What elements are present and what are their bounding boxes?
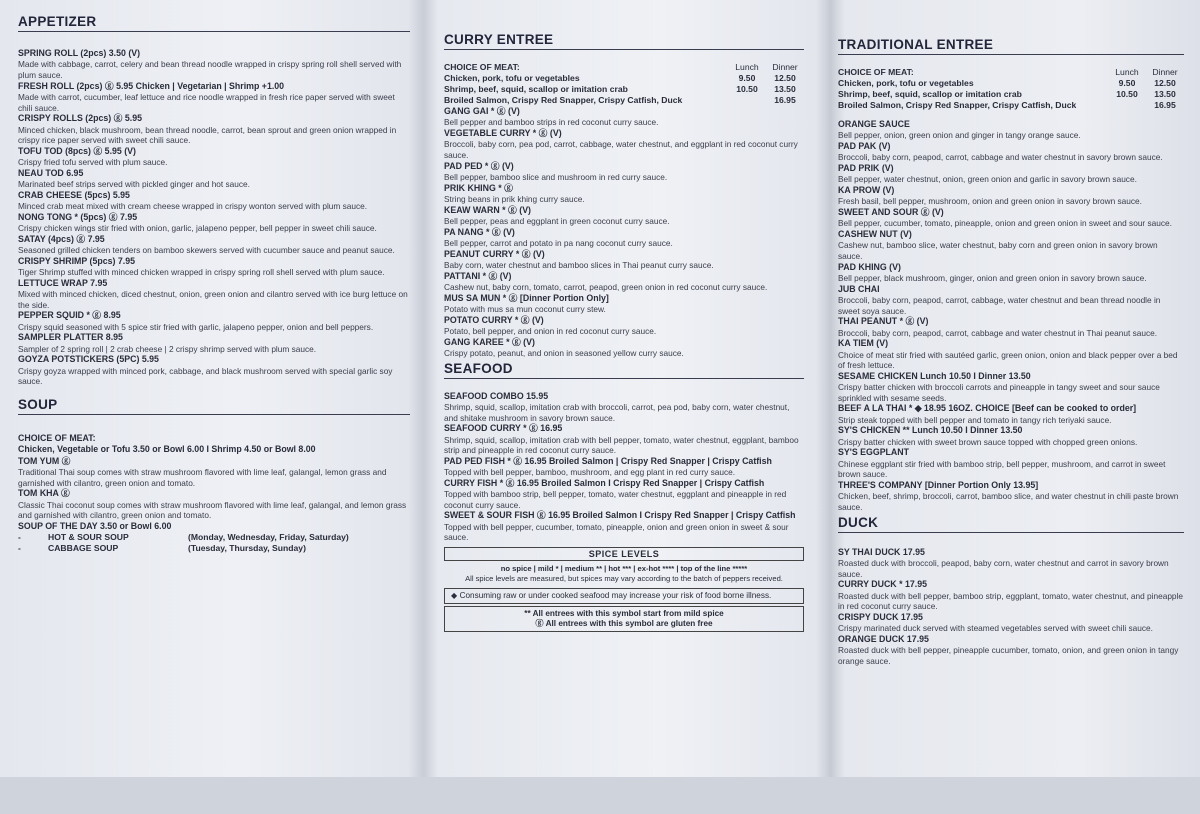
seafood-warning: Consuming raw or under cooked seafood may increase your risk of food borne illness. bbox=[459, 590, 772, 600]
dinner-price: 12.50 bbox=[1154, 78, 1176, 88]
menu-item-name: PAD PED FISH * ⓖ 16.95 Broiled Salmon | Crispy Red Snapper | Crispy Catfish bbox=[444, 455, 772, 466]
menu-item-description: Cashew nut, baby corn, tomato, carrot, peapod, green onion in red coconut curry sauce. bbox=[444, 282, 768, 292]
menu-item-name: BEEF A LA THAI * ◆ 18.95 16OZ. CHOICE [Beef can be cooked to order] bbox=[838, 403, 1137, 414]
menu-item-name: PATTANI * ⓖ (V) bbox=[444, 270, 512, 281]
menu-item-description: Broccoli, baby corn, peapod, carrot, cabbage, water chestnut and bean thread noodle in sweet soya sauce. bbox=[838, 295, 1161, 316]
curry-meat-table bbox=[444, 73, 804, 106]
menu-item-name: VEGETABLE CURRY * ⓖ (V) bbox=[444, 128, 562, 138]
menu-item-description: Crispy squid seasoned with 5 spice stir fried with garlic, jalapeno pepper, onion and bell peppers. bbox=[18, 321, 374, 332]
menu-item-name: GANG KAREE * ⓖ (V) bbox=[444, 336, 535, 347]
meat-price-row bbox=[444, 84, 804, 95]
menu-item-description: Tiger Shrimp stuffed with minced chicken wrapped in crispy spring roll shell served with plum sauce. bbox=[18, 267, 385, 278]
meat-option: Broiled Salmon, Crispy Red Snapper, Crispy Catfish, Duck bbox=[444, 95, 683, 105]
menu-item-description: Broccoli, baby corn, peapod, carrot, cabbage and water chestnut in savory brown sauce. bbox=[838, 152, 1163, 163]
menu-item-name: SAMPLER PLATTER 8.95 bbox=[18, 332, 123, 343]
lunch-price: 10.50 bbox=[736, 84, 758, 94]
menu-item-name: NONG TONG * (5pcs) ⓖ 7.95 bbox=[18, 211, 138, 222]
traditional-meat-header bbox=[838, 67, 1184, 78]
menu-item-name: CRAB CHEESE (5pcs) 5.95 bbox=[18, 189, 130, 200]
menu-item-name: GANG GAI * ⓖ (V) bbox=[444, 106, 520, 116]
curry-meat-header bbox=[444, 62, 804, 73]
menu-item-description: Mixed with minced chicken, diced chestnut, onion, green onion and cilantro served with ice burg lettuce on the side. bbox=[18, 289, 408, 310]
menu-item-description: Bell pepper, bamboo slice and mushroom in red curry sauce. bbox=[444, 172, 668, 182]
curry-list bbox=[444, 106, 804, 359]
dinner-price: 16.95 bbox=[774, 95, 796, 105]
menu-item-name: PEPPER SQUID * ⓖ 8.95 bbox=[18, 310, 121, 321]
menu-item-description: Shrimp, squid, scallop, imitation crab with bell pepper, tomato, water chestnut, eggplant, bamboo strip and pineapple in red coconut curry sauce. bbox=[444, 434, 799, 456]
soup-day-name: HOT & SOUR SOUP bbox=[48, 532, 129, 543]
menu-item-name: LETTUCE WRAP 7.95 bbox=[18, 277, 108, 288]
menu-item-description: Broccoli, baby corn, peapod, carrot, cabbage and water chestnut in Thai peanut sauce. bbox=[838, 327, 1158, 338]
menu-item-name: CASHEW NUT (V) bbox=[838, 229, 912, 239]
menu-item-description: Potato with mus sa mun coconut curry stew. bbox=[444, 304, 606, 314]
symbol-notes-box bbox=[444, 606, 804, 632]
lunch-price bbox=[1108, 100, 1146, 111]
meat-option: Chicken, pork, tofu or vegetables bbox=[838, 78, 974, 88]
meat-option: Shrimp, beef, squid, scallop or imitation crab bbox=[444, 84, 628, 94]
menu-item-name: JUB CHAI bbox=[838, 283, 880, 294]
menu-item-description: Cashew nut, bamboo slice, water chestnut, baby corn and green onion in savory brown sauce. bbox=[838, 240, 1158, 261]
menu-item-description: String beans in prik khing curry sauce. bbox=[444, 194, 585, 204]
lunch-price: 10.50 bbox=[1116, 89, 1138, 99]
menu-item-description: Bell pepper, peas and eggplant in green coconut curry sauce. bbox=[444, 216, 670, 226]
menu-item-name: POTATO CURRY * ⓖ (V) bbox=[444, 314, 544, 325]
column-curry-seafood bbox=[444, 32, 804, 809]
menu-item-description: Marinated beef strips served with pickled ginger and hot sauce. bbox=[18, 179, 250, 190]
menu-item-name: SPRING ROLL (2pcs) 3.50 (V) bbox=[18, 48, 141, 58]
mild-spice-note: ** All entrees with this symbol start from mild spice bbox=[524, 608, 724, 618]
menu-item-description: Topped with bamboo strip, bell pepper, tomato, water chestnut, eggplant and pineapple in red coconut curry sauce. bbox=[444, 489, 787, 510]
traditional-meat-table bbox=[838, 78, 1184, 111]
menu-item-description: Seasoned grilled chicken tenders on bamboo skewers served with cucumber sauce and peanut sauce. bbox=[18, 245, 395, 256]
meat-price-row bbox=[444, 73, 804, 84]
menu-item-name: PRIK KHING * ⓖ bbox=[444, 182, 513, 193]
column-appetizer-soup bbox=[18, 14, 410, 791]
menu-item-description: Traditional Thai soup comes with straw mushroom flavored with lime leaf, galangal, lemon grass and garnished with cilantro, green onion and tomato. bbox=[18, 467, 387, 488]
meat-price-row bbox=[838, 100, 1184, 111]
meat-price-row bbox=[838, 78, 1184, 89]
menu-item-description: Bell pepper, onion, green onion and ginger in tangy orange sauce. bbox=[838, 130, 1081, 141]
traditional-lunch-label: Lunch bbox=[1115, 67, 1139, 77]
menu-item-name: KEAW WARN * ⓖ (V) bbox=[444, 204, 531, 215]
menu-item-description: Classic Thai coconut soup comes with straw mushroom flavored with lime leaf, galangal, and lemon grass and garnished with cilantro, green onion and tomato. bbox=[18, 499, 407, 521]
menu-item-name: SESAME CHICKEN Lunch 10.50 I Dinner 13.50 bbox=[838, 370, 1031, 381]
menu-item-description: Minced crab meat mixed with cream cheese wrapped in crispy wonton served with plum sauce. bbox=[18, 201, 368, 212]
menu-item-description: Baby corn, water chestnut and bamboo slices in Thai peanut curry sauce. bbox=[444, 260, 714, 270]
lunch-price: 9.50 bbox=[738, 73, 756, 83]
soup-day-row: - CABBAGE SOUP (Tuesday, Thursday, Sunday) bbox=[18, 543, 306, 554]
duck-list bbox=[838, 547, 1184, 667]
menu-item-description: Bell pepper, water chestnut, onion, green onion and garlic in savory brown sauce. bbox=[838, 174, 1137, 185]
soup-day-when: (Monday, Wednesday, Friday, Saturday) bbox=[188, 532, 349, 543]
menu-item-name: PAD KHING (V) bbox=[838, 261, 901, 272]
soup-list bbox=[18, 456, 410, 521]
menu-item-description: Crispy fried tofu served with plum sauce. bbox=[18, 157, 168, 168]
menu-item-name: CURRY DUCK * 17.95 bbox=[838, 579, 927, 590]
warning-diamond-icon: ◆ bbox=[451, 590, 460, 600]
menu-item-description: Potato, bell pepper, and onion in red coconut curry sauce. bbox=[444, 326, 657, 336]
menu-item-description: Made with carrot, cucumber, leaf lettuce and rice noodle wrapped in fresh rice paper served with sweet chili sauce. bbox=[18, 92, 395, 113]
spice-levels-note: All spice levels are measured, but spices may vary according to the batch of peppers received. bbox=[465, 573, 783, 583]
menu-item-name: PAD PED * ⓖ (V) bbox=[444, 160, 514, 171]
menu-item-description: Sampler of 2 spring roll | 2 crab cheese | 2 crispy shrimp served with plum sauce. bbox=[18, 343, 317, 354]
seafood-heading: SEAFOOD bbox=[444, 360, 513, 376]
menu-item-description: Choice of meat stir fried with sautéed garlic, green onion, onion and black pepper over a bed of fresh lettuce. bbox=[838, 349, 1178, 371]
menu-item-description: Crispy batter chicken with sweet brown sauce topped with chopped green onions. bbox=[838, 436, 1138, 447]
menu-item-description: Bell pepper, black mushroom, ginger, onion and green onion in savory brown sauce. bbox=[838, 273, 1147, 283]
meat-option: Chicken, pork, tofu or vegetables bbox=[444, 73, 580, 83]
menu-item-name: TOFU TOD (8pcs) ⓖ 5.95 (V) bbox=[18, 145, 136, 156]
curry-choice-label: CHOICE OF MEAT: bbox=[444, 62, 520, 72]
menu-item-description: Crispy marinated duck served with steamed vegetables served with sweet chili sauce. bbox=[838, 623, 1153, 634]
menu-item-name: PA NANG * ⓖ (V) bbox=[444, 226, 515, 237]
lunch-price bbox=[728, 95, 766, 106]
menu-item-name: KA TIEM (V) bbox=[838, 338, 889, 349]
soup-day-row: - HOT & SOUR SOUP (Monday, Wednesday, Friday, Saturday) bbox=[18, 532, 349, 543]
menu-item-description: Fresh basil, bell pepper, mushroom, onion and green onion in savory brown sauce. bbox=[838, 196, 1142, 207]
menu-item-name: KA PROW (V) bbox=[838, 185, 895, 195]
menu-item-name: THAI PEANUT * ⓖ (V) bbox=[838, 316, 929, 327]
lunch-price: 9.50 bbox=[1118, 78, 1136, 88]
curry-lunch-label: Lunch bbox=[735, 62, 759, 72]
menu-item-name: MUS SA MUN * ⓖ [Dinner Portion Only] bbox=[444, 292, 609, 303]
menu-item-name: CRISPY SHRIMP (5pcs) 7.95 bbox=[18, 255, 136, 266]
menu-item-description: Topped with bell pepper, cucumber, tomato, pineapple, onion and green onion in sweet & sour sauce. bbox=[444, 521, 789, 543]
menu-item-name: SWEET & SOUR FISH ⓖ 16.95 Broiled Salmon I Crispy Red Snapper | Crispy Catfish bbox=[444, 510, 796, 521]
menu-item-name: ORANGE SAUCE bbox=[838, 119, 910, 129]
menu-item-description: Bell pepper, cucumber, tomato, pineapple, onion and green onion in sweet and sour sauce. bbox=[838, 218, 1172, 229]
menu-item-description: Minced chicken, black mushroom, bean thread noodle, carrot, bean sprout and green onion wrapped in crispy rice paper served with sweet chili sauce. bbox=[18, 124, 397, 146]
menu-item-name: TOM KHA ⓖ bbox=[18, 488, 70, 499]
menu-item-name: FRESH ROLL (2pcs) ⓖ 5.95 Chicken | Vegetarian | Shrimp +1.00 bbox=[18, 80, 285, 91]
menu-item-description: Bell pepper, carrot and potato in pa nang coconut curry sauce. bbox=[444, 238, 673, 248]
menu-item-name: NEAU TOD 6.95 bbox=[18, 167, 84, 178]
menu-item-description: Chinese eggplant stir fried with bamboo strip, bell pepper, mushroom, and carrot in sweet brown sauce. bbox=[838, 458, 1166, 480]
menu-item-name: CRISPY ROLLS (2pcs) ⓖ 5.95 bbox=[18, 113, 143, 124]
meat-option: Broiled Salmon, Crispy Red Snapper, Crispy Catfish, Duck bbox=[838, 100, 1077, 110]
spice-levels-title: SPICE LEVELS bbox=[444, 547, 804, 561]
menu-item-name: SWEET AND SOUR ⓖ (V) bbox=[838, 207, 944, 217]
menu-item-description: Roasted duck with bell pepper, bamboo strip, eggplant, tomato, water chestnut, and pineapple in red coconut curry sauce. bbox=[838, 590, 1184, 612]
column-traditional-duck bbox=[838, 37, 1184, 814]
appetizer-heading: APPETIZER bbox=[18, 14, 97, 29]
traditional-choice-label: CHOICE OF MEAT: bbox=[838, 67, 914, 77]
traditional-dinner-label: Dinner bbox=[1152, 67, 1178, 77]
menu-item-description: Broccoli, baby corn, pea pod, carrot, cabbage, water chestnut, and eggplant in red coconut curry sauce. bbox=[444, 139, 798, 160]
menu-item-name: GOYZA POTSTICKERS (5PC) 5.95 bbox=[18, 354, 159, 365]
menu-item-description: Crispy batter chicken with broccoli carrots and pineapple in tangy sweet and sour sauce sprinkled with sesame seeds. bbox=[838, 382, 1160, 403]
meat-price-row bbox=[444, 95, 804, 106]
curry-dinner-label: Dinner bbox=[772, 62, 798, 72]
menu-item-name: SATAY (4pcs) ⓖ 7.95 bbox=[18, 233, 105, 244]
traditional-heading: TRADITIONAL ENTREE bbox=[838, 37, 994, 52]
spice-levels-scale: no spice | mild * | medium ** | hot *** | ex-hot **** | top of the line ***** bbox=[500, 563, 748, 573]
soup-day-name: CABBAGE SOUP bbox=[48, 543, 119, 554]
menu-item-name: THREE'S COMPANY [Dinner Portion Only 13.95] bbox=[838, 479, 1039, 490]
dinner-price: 13.50 bbox=[1154, 89, 1176, 99]
traditional-list bbox=[838, 119, 1184, 513]
meat-price-row bbox=[838, 89, 1184, 100]
menu-item-description: Roasted duck with bell pepper, pineapple cucumber, tomato, onion, and green onion in tangy orange sauce. bbox=[838, 645, 1179, 666]
meat-option: Shrimp, beef, squid, scallop or imitation crab bbox=[838, 89, 1022, 99]
menu-item-name: SEAFOOD CURRY * ⓖ 16.95 bbox=[444, 423, 563, 434]
menu-item-description: Crispy chicken wings stir fried with onion, garlic, jalapeno pepper, bell pepper in sweet chili sauce. bbox=[18, 223, 377, 234]
duck-heading: DUCK bbox=[838, 514, 879, 530]
menu-item-name: PAD PRIK (V) bbox=[838, 163, 894, 173]
menu-item-description: Made with cabbage, carrot, celery and bean thread noodle wrapped in crispy spring roll shell served with plum sauce. bbox=[18, 59, 402, 80]
menu-item-description: Shrimp, squid, scallop, imitation crab with broccoli, carrot, pea pod, baby corn, water chestnut, and shitake mushroom in savory brown sauce. bbox=[444, 402, 790, 423]
menu-item-name: SY'S CHICKEN ** Lunch 10.50 I Dinner 13.50 bbox=[838, 425, 1023, 436]
appetizer-list bbox=[18, 48, 410, 387]
menu-item-name: ORANGE DUCK 17.95 bbox=[838, 633, 929, 644]
dinner-price: 16.95 bbox=[1154, 100, 1176, 110]
menu-item-description: Strip steak topped with bell pepper and tomato in tangy rich teriyaki sauce. bbox=[838, 414, 1112, 425]
soup-day-when: (Tuesday, Thursday, Sunday) bbox=[188, 543, 306, 554]
menu-item-description: Bell pepper and bamboo strips in red coconut curry sauce. bbox=[444, 117, 659, 128]
menu-item-description: Crispy potato, peanut, and onion in seasoned yellow curry sauce. bbox=[444, 348, 684, 358]
menu-item-description: Chicken, beef, shrimp, broccoli, carrot, bamboo slice, and water chestnut in chili paste brown sauce. bbox=[838, 491, 1179, 512]
dinner-price: 12.50 bbox=[774, 73, 796, 83]
curry-heading: CURRY ENTREE bbox=[444, 32, 554, 47]
dinner-price: 13.50 bbox=[774, 84, 796, 94]
seafood-list bbox=[444, 391, 804, 543]
menu-item-name: SY'S EGGPLANT bbox=[838, 447, 910, 458]
soup-prices: Chicken, Vegetable or Tofu 3.50 or Bowl 6.00 I Shrimp 4.50 or Bowl 8.00 bbox=[18, 444, 316, 455]
menu-item-description: Crispy goyza wrapped with minced pork, cabbage, and black mushroom served with special garlic soy sauce. bbox=[18, 365, 393, 387]
menu-item-description: Topped with bell pepper, bamboo, mushroom, and egg plant in red curry sauce. bbox=[444, 467, 736, 478]
menu-item-name: SEAFOOD COMBO 15.95 bbox=[444, 390, 549, 401]
menu-item-name: CRISPY DUCK 17.95 bbox=[838, 611, 923, 622]
soup-choice-label: CHOICE OF MEAT: bbox=[18, 432, 96, 443]
soup-of-day-title: SOUP OF THE DAY 3.50 or Bowl 6.00 bbox=[18, 520, 172, 531]
menu-item-name: TOM YUM ⓖ bbox=[18, 455, 71, 466]
menu-item-description: Roasted duck with broccoli, peapod, baby corn, water chestnut and carrot in savory brown sauce. bbox=[838, 557, 1169, 579]
menu-item-name: PAD PAK (V) bbox=[838, 141, 891, 151]
menu-item-name: SY THAI DUCK 17.95 bbox=[838, 546, 925, 557]
menu-item-name: CURRY FISH * ⓖ 16.95 Broiled Salmon I Crispy Red Snapper | Crispy Catfish bbox=[444, 477, 765, 488]
soup-heading: SOUP bbox=[18, 396, 58, 412]
menu-item-name: PEANUT CURRY * ⓖ (V) bbox=[444, 248, 545, 259]
seafood-warning-box bbox=[444, 588, 804, 604]
gluten-free-note: ⓖ All entrees with this symbol are gluten free bbox=[535, 618, 713, 628]
